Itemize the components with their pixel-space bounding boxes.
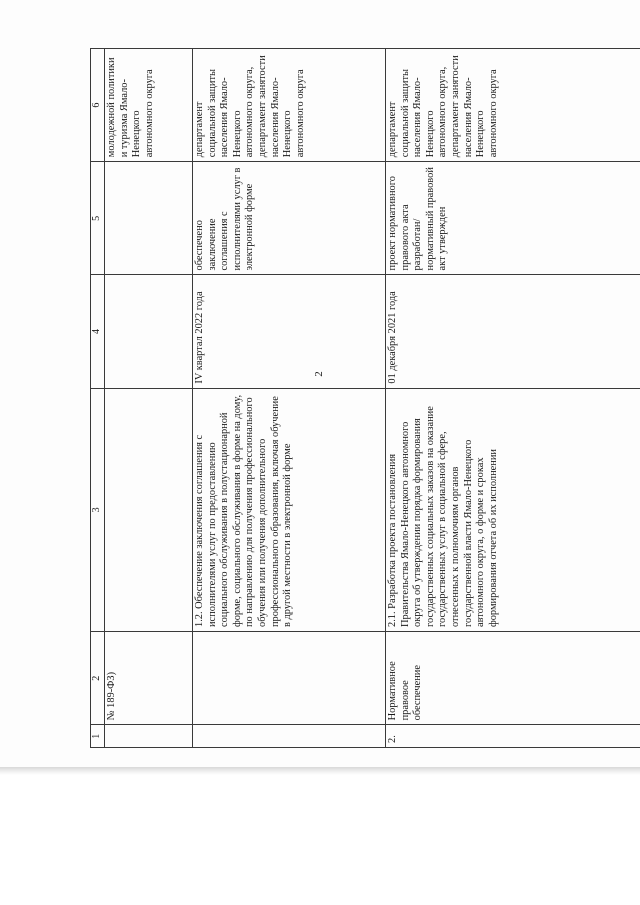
header-cell: 3 — [91, 388, 105, 631]
item-cell: 1.2. Обеспечение заключения соглашения с исполнителями услуг по предоставлению социального обслуживания в полустационарной форме, социального обслуживания в форме на дому, по направлению для получения профессионального обучения или получения дополнительного профессионального образования, включая обучение в другой местности в электронной форме — [193, 388, 386, 631]
executor-cell: департамент социальной защиты населения Ямало-Ненецкого автономного округа, департамент занятости населения Ямало-Ненецкого автономного округа — [385, 49, 640, 162]
executor-cell: молодежной политики и туризма Ямало-Ненецкого автономного округа — [105, 49, 193, 162]
section-cell: Нормативное правовое обеспечение — [385, 632, 640, 725]
header-cell: 1 — [91, 725, 105, 748]
table-row — [105, 49, 193, 748]
result-cell: проект нормативного правового акта разработан/ нормативный правовой акт утвержден — [385, 162, 640, 275]
table-header-row — [91, 49, 105, 748]
header-cell: 5 — [91, 162, 105, 275]
deadline-cell — [105, 275, 193, 388]
executor-cell: департамент социальной защиты населения Ямало-Ненецкого автономного округа, департамент занятости населения Ямало-Ненецкого автономного округа — [193, 49, 386, 162]
header-cell: 4 — [91, 275, 105, 388]
table-row — [385, 49, 640, 748]
item-cell: 2.1. Разработка проекта постановления Правительства Ямало-Ненецкого автономного округа об утверждении порядка формирования государственных социальных заказов на оказание государственных услуг в социальной сфере, отнесенных к полномочиям органов государственной власти Ямало-Ненецкого автономного округа, о форме и сроках формирования отчета об их исполнении — [385, 388, 640, 631]
table-row — [193, 49, 386, 748]
page-number: 2 — [312, 371, 325, 377]
row-number — [193, 725, 386, 748]
row-number: 2. — [385, 725, 640, 748]
scan-edge — [0, 767, 640, 775]
header-cell: 2 — [91, 632, 105, 725]
section-cell: № 189-ФЗ) — [105, 632, 193, 725]
header-cell: 6 — [91, 49, 105, 162]
result-cell — [105, 162, 193, 275]
row-number — [105, 725, 193, 748]
deadline-cell: 01 декабря 2021 года — [385, 275, 640, 388]
rotated-table-wrapper — [90, 48, 640, 748]
result-cell: обеспечено заключение соглашения с исполнителями услуг в электронной форме — [193, 162, 386, 275]
plan-table — [90, 48, 640, 748]
item-cell — [105, 388, 193, 631]
section-cell — [193, 632, 386, 725]
deadline-cell: IV квартал 2022 года — [193, 275, 386, 388]
